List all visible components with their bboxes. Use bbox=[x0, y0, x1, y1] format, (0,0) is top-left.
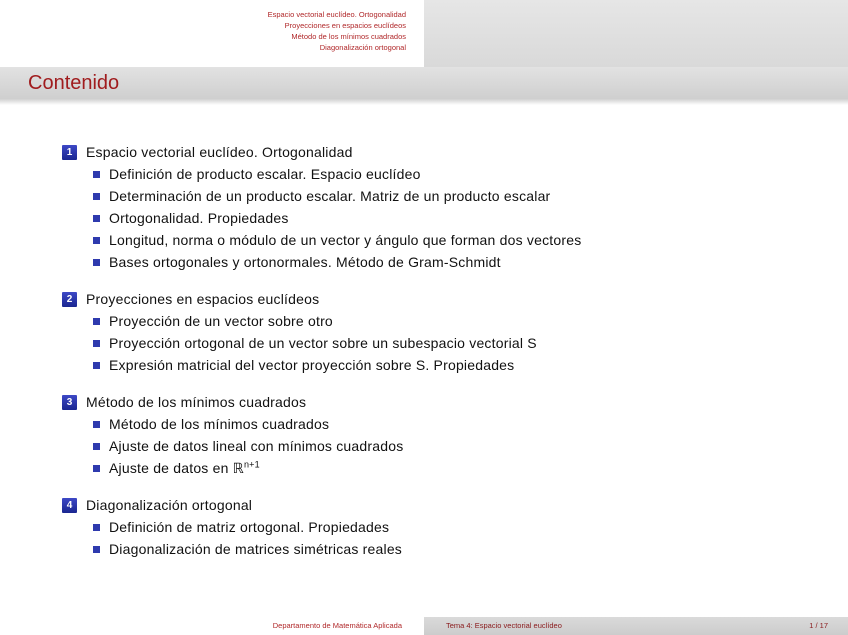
subsection-title[interactable]: Ajuste de datos lineal con mínimos cuadrados bbox=[109, 438, 404, 454]
subsection-title[interactable]: Método de los mínimos cuadrados bbox=[109, 416, 330, 432]
list-item[interactable] bbox=[93, 251, 822, 273]
frame-title: Contenido bbox=[28, 72, 120, 94]
section-navigation bbox=[0, 0, 424, 67]
square-bullet-icon bbox=[93, 465, 100, 472]
toc-section-1 bbox=[62, 141, 822, 273]
subsection-list bbox=[62, 516, 822, 560]
square-bullet-icon bbox=[93, 362, 100, 369]
subsection-title[interactable]: Definición de matriz ortogonal. Propiedades bbox=[109, 519, 390, 535]
frame-title-bar bbox=[0, 67, 848, 99]
list-item[interactable] bbox=[93, 457, 822, 479]
footer-topic-panel bbox=[424, 617, 848, 635]
header bbox=[0, 0, 848, 67]
square-bullet-icon bbox=[93, 340, 100, 347]
square-bullet-icon bbox=[93, 443, 100, 450]
section-number-badge: 2 bbox=[62, 292, 77, 307]
toc-section-heading[interactable] bbox=[62, 494, 822, 516]
page-number: 1 / 17 bbox=[809, 621, 828, 630]
footer bbox=[0, 617, 848, 635]
footer-institution: Departamento de Matemática Aplicada bbox=[0, 617, 424, 635]
subsection-title[interactable]: Expresión matricial del vector proyección sobre S. Propiedades bbox=[109, 357, 515, 373]
math-symbol-reals: ℝ bbox=[232, 459, 244, 476]
square-bullet-icon bbox=[93, 259, 100, 266]
subsection-title[interactable]: Diagonalización de matrices simétricas reales bbox=[109, 541, 403, 557]
subsection-title-math[interactable] bbox=[109, 460, 260, 477]
subsection-title[interactable]: Longitud, norma o módulo de un vector y ángulo que forman dos vectores bbox=[109, 232, 582, 248]
subsection-list bbox=[62, 163, 822, 273]
list-item[interactable] bbox=[93, 207, 822, 229]
nav-link-section-1[interactable]: Espacio vectorial euclídeo. Ortogonalidad bbox=[267, 10, 406, 19]
section-number-badge: 3 bbox=[62, 395, 77, 410]
square-bullet-icon bbox=[93, 237, 100, 244]
list-item[interactable] bbox=[93, 516, 822, 538]
list-item[interactable] bbox=[93, 163, 822, 185]
square-bullet-icon bbox=[93, 524, 100, 531]
list-item[interactable] bbox=[93, 229, 822, 251]
subsection-list bbox=[62, 310, 822, 376]
section-title[interactable]: Proyecciones en espacios euclídeos bbox=[86, 291, 320, 307]
footer-topic: Tema 4: Espacio vectorial euclídeo bbox=[446, 621, 562, 630]
table-of-contents bbox=[62, 141, 822, 575]
square-bullet-icon bbox=[93, 193, 100, 200]
toc-section-heading[interactable] bbox=[62, 391, 822, 413]
toc-section-heading[interactable] bbox=[62, 288, 822, 310]
list-item[interactable] bbox=[93, 185, 822, 207]
subsection-title[interactable]: Definición de producto escalar. Espacio euclídeo bbox=[109, 166, 421, 182]
section-title[interactable]: Espacio vectorial euclídeo. Ortogonalidad bbox=[86, 144, 353, 160]
nav-link-section-3[interactable]: Método de los mínimos cuadrados bbox=[291, 32, 406, 41]
list-item[interactable] bbox=[93, 413, 822, 435]
toc-section-2 bbox=[62, 288, 822, 376]
header-right-panel bbox=[424, 0, 848, 67]
math-exponent: n+1 bbox=[243, 458, 260, 469]
subsection-title-prefix: Ajuste de datos en bbox=[109, 459, 233, 476]
square-bullet-icon bbox=[93, 546, 100, 553]
subsection-title[interactable]: Determinación de un producto escalar. Matriz de un producto escalar bbox=[109, 188, 551, 204]
subsection-title[interactable]: Proyección de un vector sobre otro bbox=[109, 313, 333, 329]
square-bullet-icon bbox=[93, 171, 100, 178]
section-number-badge: 4 bbox=[62, 498, 77, 513]
nav-link-section-4[interactable]: Diagonalización ortogonal bbox=[319, 43, 406, 52]
square-bullet-icon bbox=[93, 215, 100, 222]
square-bullet-icon bbox=[93, 421, 100, 428]
toc-section-heading[interactable] bbox=[62, 141, 822, 163]
section-number-badge: 1 bbox=[62, 145, 77, 160]
subsection-list bbox=[62, 413, 822, 479]
toc-section-4 bbox=[62, 494, 822, 560]
section-title[interactable]: Método de los mínimos cuadrados bbox=[86, 394, 307, 410]
subsection-title[interactable]: Ortogonalidad. Propiedades bbox=[109, 210, 289, 226]
subsection-title[interactable]: Proyección ortogonal de un vector sobre un subespacio vectorial S bbox=[109, 335, 537, 351]
toc-section-3 bbox=[62, 391, 822, 479]
section-title[interactable]: Diagonalización ortogonal bbox=[86, 497, 253, 513]
list-item[interactable] bbox=[93, 332, 822, 354]
subsection-title[interactable]: Bases ortogonales y ortonormales. Método de Gram-Schmidt bbox=[109, 254, 501, 270]
list-item[interactable] bbox=[93, 538, 822, 560]
list-item[interactable] bbox=[93, 310, 822, 332]
nav-link-section-2[interactable]: Proyecciones en espacios euclídeos bbox=[284, 21, 406, 30]
square-bullet-icon bbox=[93, 318, 100, 325]
list-item[interactable] bbox=[93, 354, 822, 376]
title-bar-shadow bbox=[0, 99, 848, 105]
list-item[interactable] bbox=[93, 435, 822, 457]
